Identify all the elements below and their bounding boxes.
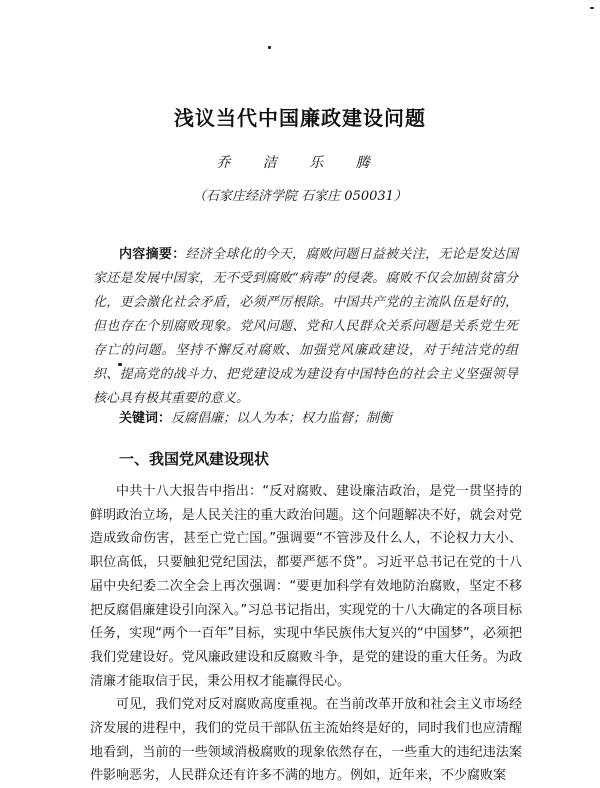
body-paragraph: 中共十八大报告中指出：“反对腐败、建设廉洁政治，是党一贯坚持的鲜明政治立场，是人民关注的重大政治问题。这个问题解决不好，就会对党造成致命伤害，甚至亡党亡国。”强调要“不管涉及什么人，不论权力大小、职位高低，只要触犯党纪国法，都要严惩不贷”。习近平总书记在党的十八届中央纪委二次全会上再次强调：“要更加科学有效地防治腐败，坚定不移把反腐倡廉建设引向深入。”习总书记指出，实现党的十八大确定的各项目标任务，实现“两个一百年”目标，实现中华民族伟大复兴的“中国梦”，必须把我们党建设好。党风廉政建设和反腐败斗争，是党的建设的重大任务。为政清廉才能取信于民，秉公用权才能赢得民心。	[90, 484, 522, 689]
scan-speck	[268, 46, 271, 49]
abstract-block	[93, 243, 518, 411]
section-heading: 一、我国党风建设现状	[119, 450, 270, 468]
abstract-label: 内容摘要：	[119, 247, 186, 262]
keywords-text: 反腐倡廉；以人为本；权力监督；制衡	[171, 411, 393, 426]
author-line: 乔 洁 乐 腾	[216, 155, 384, 171]
keywords-label: 关键词：	[119, 411, 172, 426]
body-paragraph: 可见，我们党对反对腐败高度重视。在当前改革开放和社会主义市场经济发展的进程中，我们的党员干部队伍主流始终是好的，同时我们也应清醒地看到，当前的一些领域消极腐败的现象依然存在，一些重大的违纪违法案件影响恶劣，人民群众还有许多不满的地方。例如，近年来，不少腐败案	[90, 697, 522, 784]
body-text	[90, 480, 522, 788]
keywords-block	[119, 407, 519, 431]
abstract-text: 经济全球化的今天，腐败问题日益被关注，无论是发达国家还是发展中国家，无不受到腐败“病毒”的侵袭。腐败不仅会加剧贫富分化，更会激化社会矛盾，必须严厉根除。中国共产党的主流队伍是好的，但也存在个别腐败现象。党风问题、党和人民群众关系问题是关系党生死存亡的问题。坚持不懈反对腐败、加强党风廉政建设，对于纯洁党的组织、提高党的战斗力、把党建设成为建设有中国特色的社会主义坚强领导核心具有极其重要的意义。	[93, 247, 518, 406]
scan-speck	[590, 7, 594, 9]
paper-title: 浅议当代中国廉政建设问题	[174, 106, 426, 130]
affiliation-line: （石家庄经济学院 石家庄 050031）	[193, 189, 407, 204]
